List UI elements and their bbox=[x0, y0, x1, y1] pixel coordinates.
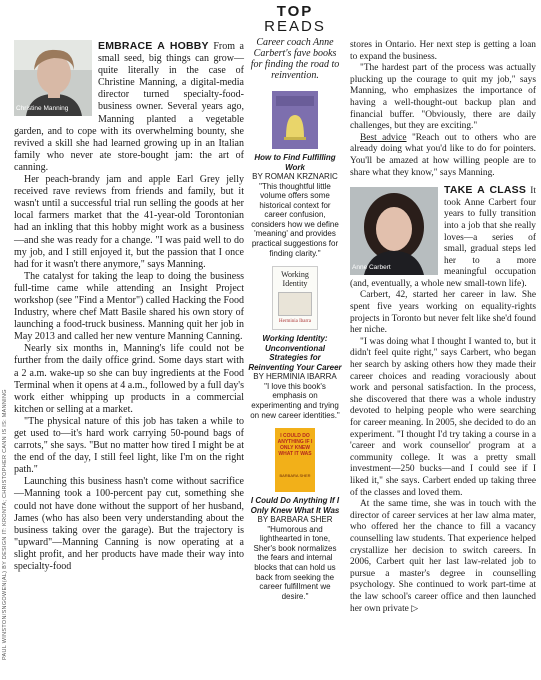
paragraph: "The physical nature of this job has taken a while to get used to—it's hard work carrying 50-pound bags of carrots," she says. "But no matter how tired I might be at the end of the day, I still feel light, like I'm on the right path." bbox=[14, 415, 244, 476]
book-author: BY ROMAN KRZNARIC bbox=[252, 172, 338, 181]
paragraph-text: It took Anne Carbert four years to fully transition into a job that she really loves—a series of small, gradual steps led her to a more meaningful occupation (and, eventually, a whole new small-town life). bbox=[350, 186, 536, 289]
book-title: Working Identity: Unconventional Strategies for Reinventing Your Career bbox=[248, 334, 342, 372]
paragraph: Carbert, 42, started her career in law. She spent five years working on equality-rights projects in Toronto but never felt like she'd found her niche. bbox=[350, 290, 536, 336]
book-quote: "I love this book's emphasis on experimenting and trying on new career identities." bbox=[250, 381, 340, 420]
book-cover-2 bbox=[272, 266, 318, 330]
section-lead: TAKE A CLASS bbox=[444, 184, 527, 197]
section-lead: EMBRACE A HOBBY bbox=[98, 40, 209, 52]
paragraph: "I was doing what I thought I wanted to, but it didn't feel quite right," says Carbert, who began her search by asking others how they made their career choices and reading voraciously about work and personal satisfaction. In the process, she discovered that there was a whole industry devoted to helping people who were searching for career meaning. In 2005, she decided to do an experiment. "I thought I'd try taking a course in a 'career and work counsellor' program at a community college. It was a pretty small investment—250 bucks—and I could see if I liked it," she says. Carbert ended up taking three of the classes and loved them. bbox=[350, 336, 536, 498]
photo-credit: PAUL WINSTON/SNGOWEN(AL) BY DESIGN IT: KRONTA; CHRISTOPHER CANN IS IS: MANNING bbox=[2, 389, 8, 660]
cover-illustration bbox=[278, 292, 312, 316]
sidebar-title-top: TOP bbox=[276, 3, 314, 20]
left-column bbox=[14, 40, 244, 573]
cover-author: Herminia Ibarra bbox=[278, 319, 312, 325]
paragraph bbox=[350, 133, 536, 179]
photo-caption: Christine Manning bbox=[16, 104, 69, 112]
paragraph bbox=[350, 499, 536, 615]
top-reads-sidebar bbox=[248, 0, 342, 601]
book-quote: "Humorous and lighthearted in tone, Sher's book normalizes the fears and internal blocks that can hold us back from seeking the career fulfillment we desire." bbox=[253, 524, 337, 601]
cover-title: Working Identity bbox=[281, 270, 309, 288]
paragraph bbox=[350, 185, 536, 290]
paragraph: The catalyst for taking the leap to doing the business full-time came while attending an Insight Project workshop (see "Find a Mentor") called Hacking the Food Industry, where chef Matt Basile shared his own story of launching a food-truck business. Manning quit her job in May 2013 and called her new venture Manning Canning. bbox=[14, 270, 244, 343]
paragraph: Her peach-brandy jam and apple Earl Grey jelly received rave reviews from friends and family, but it wasn't until a successful trial run selling the goods at her local farmers market that the 41-year-old Torontonian had an inkling that this hobby might work as a business—and she was ready for a change. "I was paid well to do my job, and I still enjoyed it, but the passion that I once had for it wasn't there anymore," says Manning. bbox=[14, 174, 244, 270]
paragraph: "The hardest part of the process was actually plucking up the courage to quit my job," says Manning, who emphasizes the importance of having a well-thought-out backup plan and financial buffer. "Obviously, there are daily challenges, but they are exciting." bbox=[350, 63, 536, 132]
book-cover-3 bbox=[275, 428, 315, 492]
best-advice-label: Best advice bbox=[360, 132, 407, 143]
paragraph-text: From a small seed, big things can grow—quite literally in the case of Christine Manning, a digital-media director turned specialty-food-business owner. Several years ago, Manning planted a vegetable garden, and to cope with its overwhelming bounty, she revived a skill she had learned growing up in an Italian family who never ate store-bought jam: the art of canning. bbox=[14, 41, 244, 173]
book-author: BY HERMINIA IBARRA bbox=[253, 372, 337, 382]
cover-author: BARBARA SHER bbox=[279, 473, 311, 479]
paragraph-text: "Reach out to others who are already doing what you'd like to do for pointers. You'll be amazed at how willing people are to share what they know," says Manning. bbox=[350, 132, 536, 178]
sidebar-title-reads: READS bbox=[264, 18, 326, 35]
book-quote: "This thoughtful little volume offers some historical context for career confusion, considers how we define 'meaning' and provides practical suggestions for finding clarity." bbox=[251, 181, 339, 258]
book-cover-1 bbox=[272, 91, 318, 149]
cover-title: I COULD DO ANYTHING IF I ONLY KNEW WHAT IT WAS bbox=[277, 433, 313, 458]
book-cover-image bbox=[272, 91, 318, 149]
paragraph-text: At the same time, she was in touch with the director of career services at her law alma mater, who offered her the chance to fill a vacancy counselling law students. That experience helped crystallize her decision to switch careers. In 2006, Carbert quit her last law-related job to pursue a master's degree in counselling psychology. She continued to work part-time at the law school's career office and then launched her own private bbox=[350, 499, 536, 614]
paragraph: Launching this business hasn't come without sacrifice—Manning took a 100-percent pay cut, something she could not have done without the support of her husband, James (who has also been very understanding about the business taking over the garage). But the trajectory is "upward"—Manning Canning is now operating at a slight profit, and her products have made their way into specialty-food bbox=[14, 476, 244, 573]
photo-caption: Anne Carbert bbox=[352, 263, 391, 271]
book-title: I Could Do Anything If I Only Knew What It Was bbox=[250, 496, 340, 515]
book-title: How to Find Fulfilling Work bbox=[254, 153, 336, 172]
book-author: BY BARBARA SHER bbox=[257, 515, 333, 525]
christine-manning-photo bbox=[14, 40, 92, 116]
right-column bbox=[350, 40, 536, 615]
anne-carbert-photo bbox=[350, 187, 438, 275]
continued-arrow-icon: ▷ bbox=[411, 603, 419, 614]
paragraph: Nearly six months in, Manning's life could not be further from the daily office grind. Some days start with a 2 a.m. wake-up so she can buy ingredients at the Food Terminal when it opens at 4 a.m., followed by a full day's work either whipping up products in a commercial kitchen or selling at a market. bbox=[14, 343, 244, 415]
paragraph: stores in Ontario. Her next step is getting a loan to expand the business. bbox=[350, 40, 536, 62]
sidebar-intro: Career coach Anne Carbert's fave books for finding the road to reinvention. bbox=[250, 37, 340, 81]
